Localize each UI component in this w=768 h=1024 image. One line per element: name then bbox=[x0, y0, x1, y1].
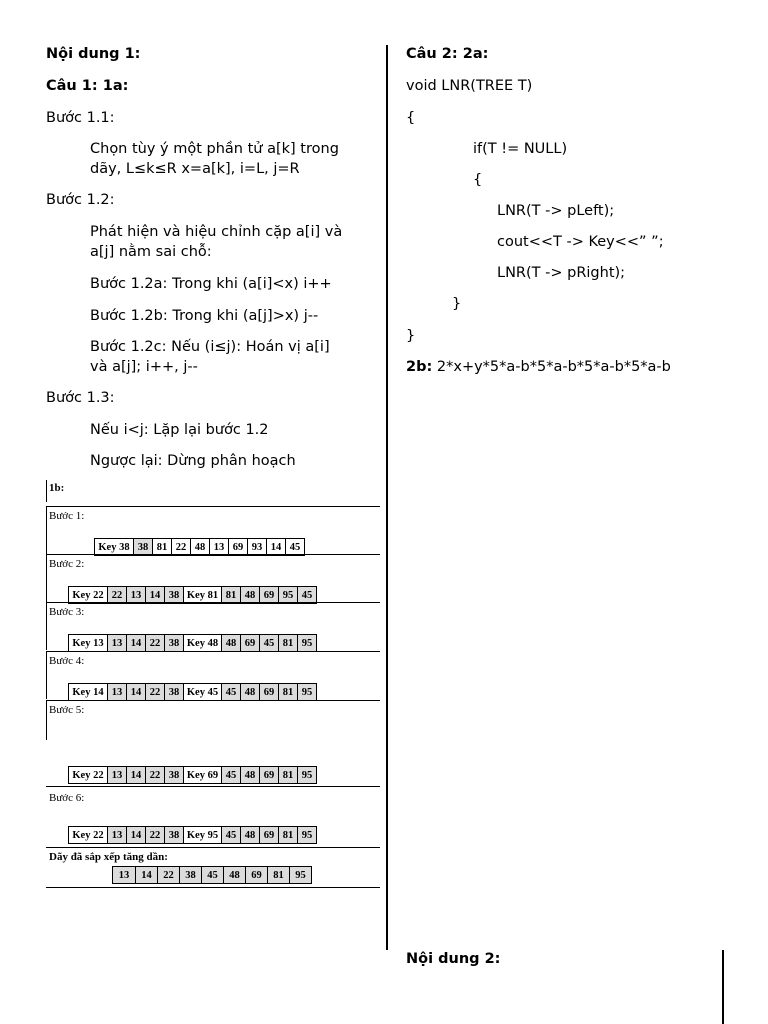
array-key-cell: Key 45 bbox=[183, 684, 221, 700]
figure-step-label: Bước 4: bbox=[49, 655, 85, 667]
step-1-2c-text-line2: và a[j]; i++, j-- bbox=[90, 359, 198, 375]
step-1-2-text-line2: a[j] nằm sai chỗ: bbox=[90, 244, 212, 260]
array-cell: 93 bbox=[247, 539, 266, 555]
question-1-heading: Câu 1: 1a: bbox=[46, 78, 129, 94]
code-line-8: } bbox=[452, 296, 462, 312]
array-cell: 45 bbox=[221, 684, 240, 700]
code-line-7: LNR(T -> pRight); bbox=[497, 265, 626, 281]
section-heading-2: Nội dung 2: bbox=[406, 951, 501, 967]
array-cell: 38 bbox=[164, 635, 183, 651]
array-cell: 48 bbox=[240, 827, 259, 843]
array-cell: 69 bbox=[259, 827, 278, 843]
code-line-2: { bbox=[406, 110, 416, 126]
figure-left-border bbox=[46, 602, 47, 650]
array-cell: 48 bbox=[221, 635, 240, 651]
figure-divider bbox=[46, 506, 380, 507]
array-cell: 45 bbox=[221, 827, 240, 843]
array-key-cell: Key 22 bbox=[69, 827, 107, 843]
array-row bbox=[68, 683, 317, 701]
step-1-2c-text-line1: Bước 1.2c: Nếu (i≤j): Hoán vị a[i] bbox=[90, 339, 330, 355]
figure-divider bbox=[46, 847, 380, 848]
array-cell: 81 bbox=[152, 539, 171, 555]
right-margin-line bbox=[722, 950, 724, 1024]
step-1-1-text-line1: Chọn tùy ý một phần tử a[k] trong bbox=[90, 141, 339, 157]
column-divider bbox=[386, 45, 388, 950]
array-cell: 81 bbox=[278, 684, 297, 700]
figure-step-label: Bước 2: bbox=[49, 558, 85, 570]
array-key-cell: Key 48 bbox=[183, 635, 221, 651]
figure-divider bbox=[46, 786, 380, 787]
sorted-array-cell: 45 bbox=[201, 867, 223, 883]
code-line-9: } bbox=[406, 328, 416, 344]
figure-divider bbox=[46, 554, 380, 555]
code-line-3: if(T != NULL) bbox=[473, 141, 568, 157]
step-1-2-text-line1: Phát hiện và hiệu chỉnh cặp a[i] và bbox=[90, 224, 343, 240]
array-cell: 48 bbox=[240, 684, 259, 700]
sorted-array-row bbox=[112, 866, 312, 884]
array-cell: 48 bbox=[240, 587, 259, 603]
array-cell: 95 bbox=[297, 635, 316, 651]
array-cell: 95 bbox=[297, 767, 316, 783]
answer-2b-value: 2*x+y*5*a-b*5*a-b*5*a-b*5*a-b bbox=[436, 359, 671, 375]
step-1-1-label: Bước 1.1: bbox=[46, 110, 115, 126]
answer-2b-label: 2b: bbox=[406, 359, 433, 375]
figure-final-label: Dãy đã sắp xếp tăng dần: bbox=[49, 851, 168, 863]
array-cell: 22 bbox=[145, 827, 164, 843]
array-cell: 69 bbox=[259, 684, 278, 700]
figure-step-label: Bước 6: bbox=[49, 792, 85, 804]
array-key-cell: Key 13 bbox=[69, 635, 107, 651]
code-line-4: { bbox=[473, 172, 483, 188]
array-cell: 69 bbox=[259, 767, 278, 783]
array-cell: 69 bbox=[240, 635, 259, 651]
step-1-1-text-line2: dãy, L≤k≤R x=a[k], i=L, j=R bbox=[90, 161, 300, 177]
figure-step-label: Bước 3: bbox=[49, 606, 85, 618]
array-key-cell: Key 95 bbox=[183, 827, 221, 843]
array-cell: 95 bbox=[278, 587, 297, 603]
array-cell: 13 bbox=[107, 635, 126, 651]
array-row bbox=[68, 826, 317, 844]
array-cell: 14 bbox=[126, 767, 145, 783]
array-cell: 45 bbox=[221, 767, 240, 783]
array-key-cell: Key 69 bbox=[183, 767, 221, 783]
code-line-5: LNR(T -> pLeft); bbox=[497, 203, 615, 219]
array-key-cell: Key 81 bbox=[183, 587, 221, 603]
sorted-array-cell: 69 bbox=[245, 867, 267, 883]
sorted-array-cell: 48 bbox=[223, 867, 245, 883]
array-cell: 13 bbox=[107, 827, 126, 843]
step-1-2-label: Bước 1.2: bbox=[46, 192, 115, 208]
array-cell: 69 bbox=[259, 587, 278, 603]
answer-2b bbox=[406, 359, 671, 375]
array-cell: 13 bbox=[209, 539, 228, 555]
array-cell: 14 bbox=[126, 827, 145, 843]
step-1-2b-text: Bước 1.2b: Trong khi (a[j]>x) j-- bbox=[90, 308, 319, 324]
array-key-cell: Key 22 bbox=[69, 767, 107, 783]
array-cell: 14 bbox=[145, 587, 164, 603]
array-row bbox=[68, 634, 317, 652]
array-cell: 14 bbox=[126, 684, 145, 700]
sorted-array-cell: 38 bbox=[179, 867, 201, 883]
array-cell: 13 bbox=[107, 684, 126, 700]
step-1-3-text-line2: Ngược lại: Dừng phân hoạch bbox=[90, 453, 296, 469]
figure-left-border bbox=[46, 554, 47, 602]
figure-step-label: Bước 5: bbox=[49, 704, 85, 716]
figure-left-border bbox=[46, 651, 47, 699]
array-cell: 14 bbox=[266, 539, 285, 555]
array-cell: 45 bbox=[259, 635, 278, 651]
sorted-array-cell: 14 bbox=[135, 867, 157, 883]
sorted-array-cell: 22 bbox=[157, 867, 179, 883]
array-cell: 81 bbox=[278, 635, 297, 651]
array-cell: 22 bbox=[145, 635, 164, 651]
array-cell: 22 bbox=[145, 767, 164, 783]
array-row bbox=[68, 766, 317, 784]
figure-left-border bbox=[46, 700, 47, 740]
figure-step-label: Bước 1: bbox=[49, 510, 85, 522]
figure-left-border bbox=[46, 506, 47, 554]
array-cell: 38 bbox=[164, 767, 183, 783]
array-cell: 81 bbox=[278, 827, 297, 843]
array-cell: 38 bbox=[164, 827, 183, 843]
array-key-cell: Key 38 bbox=[95, 539, 133, 555]
sorted-array-cell: 95 bbox=[289, 867, 311, 883]
array-cell: 13 bbox=[107, 767, 126, 783]
array-cell: 22 bbox=[145, 684, 164, 700]
array-cell: 13 bbox=[126, 587, 145, 603]
array-cell: 38 bbox=[133, 539, 152, 555]
array-cell: 69 bbox=[228, 539, 247, 555]
array-cell: 48 bbox=[190, 539, 209, 555]
figure-bottom-border bbox=[46, 887, 380, 888]
sorted-array-cell: 13 bbox=[113, 867, 135, 883]
array-cell: 22 bbox=[171, 539, 190, 555]
step-1-3-label: Bước 1.3: bbox=[46, 390, 115, 406]
question-2-heading: Câu 2: 2a: bbox=[406, 46, 489, 62]
array-key-cell: Key 22 bbox=[69, 587, 107, 603]
array-cell: 14 bbox=[126, 635, 145, 651]
array-cell: 48 bbox=[240, 767, 259, 783]
array-cell: 95 bbox=[297, 684, 316, 700]
array-cell: 22 bbox=[107, 587, 126, 603]
array-cell: 38 bbox=[164, 587, 183, 603]
array-cell: 45 bbox=[285, 539, 304, 555]
step-1-2a-text: Bước 1.2a: Trong khi (a[i]<x) i++ bbox=[90, 276, 332, 292]
figure-title: 1b: bbox=[49, 482, 65, 494]
array-cell: 81 bbox=[278, 767, 297, 783]
quicksort-steps-figure bbox=[46, 480, 380, 890]
figure-left-border bbox=[46, 480, 47, 502]
array-cell: 38 bbox=[164, 684, 183, 700]
step-1-3-text-line1: Nếu i<j: Lặp lại bước 1.2 bbox=[90, 422, 269, 438]
section-heading-1: Nội dung 1: bbox=[46, 46, 141, 62]
figure-divider bbox=[46, 651, 380, 652]
figure-divider bbox=[46, 700, 380, 701]
figure-divider bbox=[46, 602, 380, 603]
array-cell: 81 bbox=[221, 587, 240, 603]
array-cell: 95 bbox=[297, 827, 316, 843]
array-cell: 45 bbox=[297, 587, 316, 603]
code-line-6: cout<<T -> Key<<” ”; bbox=[497, 234, 664, 250]
sorted-array-cell: 81 bbox=[267, 867, 289, 883]
code-line-1: void LNR(TREE T) bbox=[406, 78, 533, 94]
array-key-cell: Key 14 bbox=[69, 684, 107, 700]
